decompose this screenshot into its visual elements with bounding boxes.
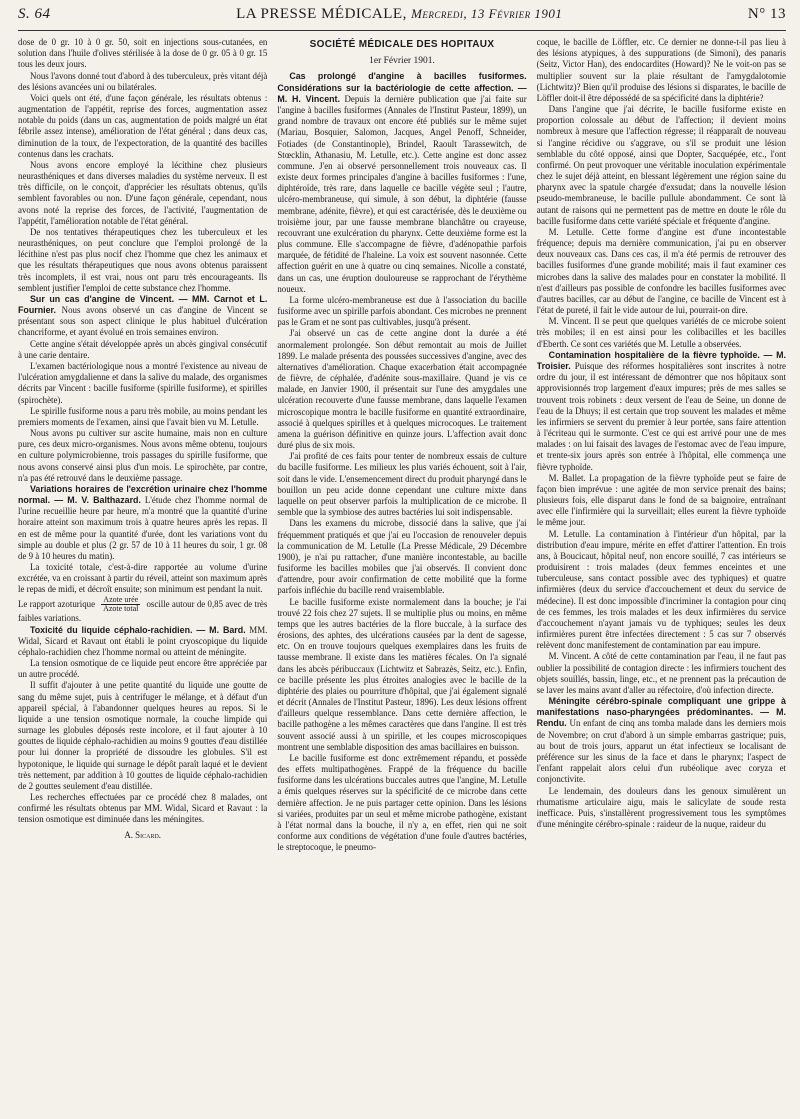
article-heading: Sur un cas d'angine de Vincent. — MM. Carnot et L. Fournier.	[18, 293, 268, 316]
paragraph: Le lendemain, des douleurs dans les genoux simulèrent un rhumatisme articulaire aigu, mais le salicylate de soude resta inefficace. Puis, s'installèrent progressivement tous les symptômes d'une méningite cérébro-spinale : raideur de la nuque, raideur du	[536, 785, 786, 830]
paragraph: La forme ulcéro-membraneuse est due à l'association du bacille fusiforme avec un spirille parfois abondant. Ces microbes ne prennent pas le Gram et ne sont pas cultivables, jusqu'à présent.	[277, 294, 527, 328]
paragraph: coque, le bacille de Löffler, etc. Ce dernier ne donne-t-il pas lieu à des lésions atypiques, à des suppurations (de Simoni), des panaris (Seitz, Victor Han), des endocardites (Howard)? Ne le voit-on pas se multiplier souvent sur la plaie résultant de l'amygdalotomie (Lichtwitz)? Bien qu'il produise des lésions si disparates, le bacille de Löffler doit-il être dépossédé de sa spécificité dans la diphtérie?	[536, 37, 786, 103]
formula-prefix: Le rapport azoturique	[18, 598, 96, 609]
column-right	[537, 37, 786, 1115]
paragraph: La tension osmotique de ce liquide peut encore être appréciée par un autre procédé.	[18, 658, 268, 680]
article-heading: Toxicité du liquide céphalo-rachidien. — M. Bard.	[30, 624, 246, 635]
article-text: L'étude chez l'homme normal de l'urine recueillie heure par heure, m'a montré que la quantité d'urine horaire atteint son maximum trois à quatre heures après les repas. Il en est de même pour la quantité d'urée, dont les variations vont du simple au double et plus (2 gr. 57 de 10 à 11 heures du soir, 1 gr. 08 de 9 à 10 heures du matin).	[18, 495, 268, 561]
signature: A. Sicard.	[124, 829, 161, 840]
paragraph: J'ai observé un cas de cette angine dont la durée a été anormalement prolongée. Son début remontait au mois de Juillet 1899. Le malade présenta des poussées successives d'angine, avec des alternatives d'amélioration. Chaque exacerbation était accompagnée de fièvre, de céphalée, d'adénite sous-maxillaire. Quand je vis ce malade, en Janvier 1900, il présentait sur l'une des amygdales une ulcération recouverte d'une fausse membrane, dans laquelle l'examen microscopique montra le bacille fusiforme en quantité extraordinaire, associé à quelques spirilles et à quelques microcoques. Le traitement amena la guérison définitive en quinze jours. L'affection avait donc duré plus de six mois.	[277, 328, 527, 451]
fraction-numerator: Azote urée	[103, 594, 139, 604]
paragraph: Nous avons encore employé la lécithine chez plusieurs neurasthéniques et dans diverses maladies du système nerveux. Il est très difficile, on le conçoit, d'apprécier les résultats obtenus, qu'ils semblent favorables ou non. D'une façon générale, cependant, nous avons noté la reprise des forces, de l'activité, l'augmentation de l'appétit, l'amélioration notable de l'état général.	[18, 159, 268, 226]
paragraph: dose de 0 gr. 10 à 0 gr. 50, soit en injections sous-cutanées, en solution dans l'huile d'olives stérilisée à la dose de 0 gr. 05 à 0 gr. 15 tous les deux jours.	[18, 37, 268, 70]
article-text: Nous avons observé un cas d'angine de Vincent se présentant sous son aspect clinique le plus habituel d'ulcération chancriforme, et ayant évolué en trois semaines environ.	[18, 305, 268, 338]
page-label: S. 64	[18, 6, 51, 22]
paragraph: M. Ballet. La propagation de la fièvre typhoïde peut se faire de façon bien imprévue : une agitée de mon service prenait des bains; plusieurs fois, elle disparut dans le fond de sa baignoire, entraînant avec elle l'infirmière qui la surveillait; elles eurent la fièvre typhoïde le même jour.	[536, 472, 786, 528]
paragraph: Nous avons pu cultiver sur ascite humaine, mais non en culture pure, ces deux micro-organismes. Nous avons même obtenu, toujours en culture polymicrobienne, trois passages du spirille fusiforme, que nous avons conservé ainsi plus d'un mois. Le spirochète, par contre, n'a pas été retrouvé dans le deuxième passage.	[18, 428, 268, 483]
paragraph: Il suffit d'ajouter à une petite quantité du liquide une goutte de sang du même sujet, puis à centrifuger le mélange, et à défaut d'un appareil spécial, à l'abandonner quelques heures au repos. Si le liquide a une tension osmotique normale, la couche limpide qui surnage les globules déposés reste incolore, et il faut ajouter à 10 gouttes de liquide céphalo-rachidien au moins 9 gouttes d'eau distillée pour lui donner la propriété de dissoudre les globules. S'il est hypotonique, le liquide qui surnage le dépôt paraît laqué et le devient très nettement, par addition à 10 gouttes de liquide céphalo-rachidien de 2 gouttes seulement d'eau distillée.	[18, 680, 268, 791]
article-heading: Cas prolongé d'angine à bacilles fusiformes. Considérations sur la bactériologie de cette affection. — M. H. Vincent.	[277, 71, 527, 104]
column-middle	[277, 37, 526, 1115]
article	[537, 350, 786, 473]
paragraph: L'examen bactériologique nous a montré l'existence au niveau de l'ulcération amygdalienne et dans la salive du malade, des organismes décrits par Vincent : bacille fusiforme (spirille fusiforme), et spirilles (spirochète).	[18, 360, 268, 405]
formula-suffix: oscille autour de 0,85 avec de très faibles variations.	[18, 598, 268, 624]
paragraph: M. Vincent. Il se peut que quelques variétés de ce microbe soient très mobiles; il en est ainsi pour les colibacilles et les bacilles d'Eberth. Ce sont ces variétés que M. Letulle a observées.	[536, 316, 786, 349]
journal-title: LA PRESSE MÉDICALE,	[236, 6, 407, 22]
article	[18, 484, 267, 562]
masthead	[236, 6, 562, 23]
section-date: 1er Février 1901.	[369, 55, 435, 66]
article-text: Puisque des réformes hospitalières sont inscrites à notre ordre du jour, il est intéressant de démontrer que nos hôpitaux sont approvisionnés trop largement d'eaux impures; près de mes salles se trouvent trois robinets : deux versent de l'eau de Seine, un donne de l'eau de la Dhuys; il est certain que trop souvent les malades et même les infirmiers se servent du premier à leur portée, sans faire attention à l'écriteau qui le surmonte. C'est ce qui est arrivé pour une de mes malades : on lui faisait des lavages de l'estomac avec de l'eau impure, et trente-six jours après son entrée à l'hôpital, elle commença une fièvre typhoïde.	[536, 360, 786, 472]
paragraph: Le spirille fusiforme nous a paru très mobile, au moins pendant les premiers moments de l'examen, ainsi que l'avait bien vu M. Letulle.	[18, 405, 268, 427]
fraction	[101, 596, 140, 614]
article	[18, 625, 267, 659]
section-title: SOCIÉTÉ MÉDICALE DES HOPITAUX	[309, 39, 495, 50]
article-heading: Variations horaires de l'excrétion urinaire chez l'homme normal. — M. V. Balthazard.	[18, 483, 268, 506]
issue-number: N° 13	[747, 6, 786, 22]
paragraph: Cette angine s'était développée après un abcès gingival consécutif à une carie dentaire.	[18, 338, 268, 360]
paragraph: Le bacille fusiforme existe normalement dans la bouche; je l'ai trouvé 22 fois chez 27 sujets. Il se multiplie plus ou moins, en même temps que les autres bactéries de la flore buccale, à la surface des érosions, des aphtes, des ulcérations causées par la dent de sagesse, etc. On en trouve toujours quelques exemplaires dans les fruits de tausse membrane. Il existe dans les matières fécales. On l'a signalé dans les abcès péribuccaux (Lichtwitz et Sabrazès, Seitz, etc.). Enfin, ce bacille présente les plus étroites analogies avec le bacille de la diphtérie des plaies ou pourriture d'hôpital, que j'ai également signalé et décrit (Annales de l'Institut Pasteur, 1896). Les deux lésions offrent d'ailleurs quelque ressemblance. Dans cette dernière affection, le bacille pathogène a les mêmes caractères que dans l'angine. Il est très souvent associé aussi à un spirille, et les coupes microscopiques montrent une semblable disposition des amas bacillaires en buisson.	[277, 596, 527, 752]
article-text: MM. Widal, Sicard et Ravaut ont établi le point cryoscopique du liquide céphalo-rachidien chez l'homme normal ou atteint de méningite.	[18, 624, 268, 657]
paragraph: Voici quels ont été, d'une façon générale, les résultats obtenus : augmentation de l'appétit, reprise des forces, augmentation assez notable du poids (dans un cas, augmentation de poids malgré un état fébrile assez intense), amélioration de l'état général ; dans deux cas, diminution de la toux, de l'expectoration, de la quantité des bacilles contenus dans les crachats.	[18, 92, 268, 159]
article-text: Un enfant de cinq ans tomba malade dans les derniers mois de Novembre; on crut d'abord à un simple embarras gastrique; puis, au bout de trois jours, apparut un état infectieux se localisant de préférence sur les sinus de la face et dans le pharynx; l'aspect de l'enfant rappelait alors celui d'un rubéolique avec coryza et conjonctivite.	[536, 718, 786, 785]
paragraph: M. Letulle. La contamination à l'intérieur d'un hôpital, par la distribution d'eau impure, mérite en effet d'attirer l'attention. En trois ans, à Boucicaut, hôpital neuf, non encore souillé, 7 cas intérieurs se produisirent : trois malades (deux femmes enceintes et une tuberculeuse, sans contact possible avec des typhiques) et quatre infirmières (deux du service d'accouchement et deux du service de médecine). Il est donc impossible d'incriminer la contagion pour cinq de ces femmes, les trois malades et les deux infirmières du service d'accouchement n'ayant jamais vu de typhiques; seules les deux infirmières purent être infectées directement : 5 cas sur 7 observés relèvent donc manifestement de contamination par eau impure.	[536, 528, 786, 651]
paragraph: De nos tentatives thérapeutiques chez les tuberculeux et les neurasthéniques, on peut conclure que l'emploi prolongé de la lécithine n'est pas plus nocif chez l'homme que chez les animaux et que les résultats thérapeutiques que nous avons obtenus paraissent très incomplets, il est vrai, nous ont paru très encourageants. Ils semblent justifier l'emploi de cette substance chez l'homme.	[18, 226, 268, 293]
article-heading: Méningite cérébro-spinale compliquant une grippe à manifestations naso-pharyngées prédominantes. — M. Rendu.	[536, 696, 786, 729]
article-heading: Contamination hospitalière de la fièvre typhoïde. — M. Troisier.	[536, 349, 786, 371]
paragraph: Le bacille fusiforme est donc extrêmement répandu, et possède des effets multipathogènes. Frappé de la fréquence du bacille fusiforme dans les ulcérations buccales autres que l'angine, M. Letulle a émis quelques réserves sur la spécificité de ce microbe dans cette dernière affection. Je ne puis partager cette opinion. Dans les lésions si variées, produites par un seul et même microbe pathogène, existant à l'état normal dans la bouche, il n'y a, en effet, rien qui ne soit conforme aux conditions de végétation d'une foule d'autres bactéries, le streptocoque, le pneumo-	[277, 752, 527, 853]
page-header	[18, 6, 786, 31]
azoturic-ratio	[18, 596, 267, 625]
paragraph: Les recherches effectuées par ce procédé chez 8 malades, ont confirmé les résultats obtenus par MM. Widal, Sicard et Ravaut : la tension osmotique est diminuée dans les méningites.	[18, 792, 268, 825]
columns	[18, 37, 786, 1115]
paragraph: Dans l'angine que j'ai décrite, le bacille fusiforme existe en proportion colossale au début de l'affection; il devient moins nombreux à mesure que l'affection régresse; il réapparaît de nouveau si l'angine récidive ou s'aggrave, ou s'il se produit une lésion semblable du côté opposé, ainsi que Dopter, Sacquépée, etc., l'ont confirmé. On peut provoquer une véritable inoculation expérimentale chez le sujet déjà atteint, en blessant légèrement une région saine du pharynx avec la spatule chargée d'exsudat; dans la nouvelle lésion pseudo-membraneuse, le bacille pullule abondamment. Ce sont là autant de raisons qui ne permettent pas de mettre en doute le rôle du bacille fusiforme dans cette variété spéciale et fréquente d'angine.	[536, 104, 786, 226]
column-left	[18, 37, 267, 1115]
paragraph: M. Vincent. A côté de cette contamination par l'eau, il ne faut pas oublier la possibilité de contagion directe : les infirmiers touchent des objets souillés, bassin, linge, etc., et ne prennent pas la précaution de se laver les mains avant d'aller au réfectoire, d'où infection directe.	[536, 651, 786, 695]
fraction-denominator: Azote total	[103, 603, 139, 613]
issue-date: Mercredi, 13 Février 1901	[411, 6, 563, 21]
article	[537, 696, 786, 785]
paragraph: La toxicité totale, c'est-à-dire rapportée au volume d'urine excrétée, va en croissant à partir du réveil, atteint son maximum après le repas de midi, et décroît ensuite; son minimum est pendant la nuit.	[18, 562, 268, 595]
paragraph: J'ai profité de ces faits pour tenter de nombreux essais de culture du bacille fusiforme. Les milieux les plus variés échouent, soit à l'air, soit dans le vide. L'ensemencement direct du produit pharyngé dans le bouillon un peu acide donne cependant une culture mixte dans laquelle on peut observer parfois la multiplication de ce microbe. Il semble que la symbiose des autres bactéries lui soit indispensable.	[277, 451, 527, 518]
paragraph: Dans les examens du microbe, dissocié dans la salive, que j'ai fréquemment pratiqués et que j'ai eu l'occasion de renouveler depuis la communication de M. Letulle (La Presse Médicale, 29 Décembre 1900), je n'ai pu rattacher, d'une manière incontestable, au bacille fusiforme les bacilles mobiles que j'ai observés. Il convient donc d'attendre, pour avoir confirmation de cette mobilité que la forme parfois infléchie du bacille rend vraisemblable.	[277, 518, 527, 596]
paragraph: M. Letulle. Cette forme d'angine est d'une incontestable fréquence; depuis ma dernière communication, j'ai pu en observer deux nouveaux cas. Dans ces cas, il m'a été permis de retrouver des bacilles fusiformes d'une grande mobilité; mais il faut examiner ces microbes dans la salive des malades pour en constater la mobilité. Il n'est d'ailleurs pas possible de confondre les bacilles fusiformes avec d'autres bacilles, car au début de l'angine, ce bacille de Vincent est à l'état de pureté, il fait le vide autour de lui, pourrait-on dire.	[536, 226, 786, 316]
article	[18, 294, 267, 339]
article	[277, 71, 526, 294]
article-text: Depuis la dernière publication que j'ai faite sur l'angine à bacilles fusiformes (Annales de l'Institut Pasteur, 1899), un grand nombre de travaux ont encore été publiés sur le même sujet (Mariau, Bosquier, Salomon, Jacques, Angel Penoff, Schneider, Fotiades (de Constantinople), Brindel, Raoult Tarassewitch, de Stœcklin, Athanasiu, M. Letulle, etc.). Cette angine est donc assez commune. J'en ai observé personnellement trois nouveaux cas. Il existe deux formes principales d'angine à bacilles fusiformes : l'une, diphtéroïde, très rare, dans laquelle ce bacille végète seul ; l'autre, ulcéro-membraneuse, qui simule, à son début, la diphtérie (fausse membrane, adénite, fièvre), et qui est caractérisée, dès le deuxième ou troisième jour, par une fausse membrane blanchâtre ou crayeuse, recouvrant une exulcération du pharynx. Cette deuxième forme est la plus commune. Elle s'accompagne de fièvre, d'adénopathie parfois marquée, de fétidité de l'haleine. La voix est souvent nasonnée. Cette affection guérit en une à quatre ou cinq semaines. Nicolle a constaté, dans un cas, une éruption douloureuse se rapprochant de l'érythème noueux.	[277, 93, 527, 294]
paragraph: Nous l'avons donné tout d'abord à des tuberculeux, près vitant déjà des lésions avancées uni ou bilatérales.	[18, 70, 268, 92]
